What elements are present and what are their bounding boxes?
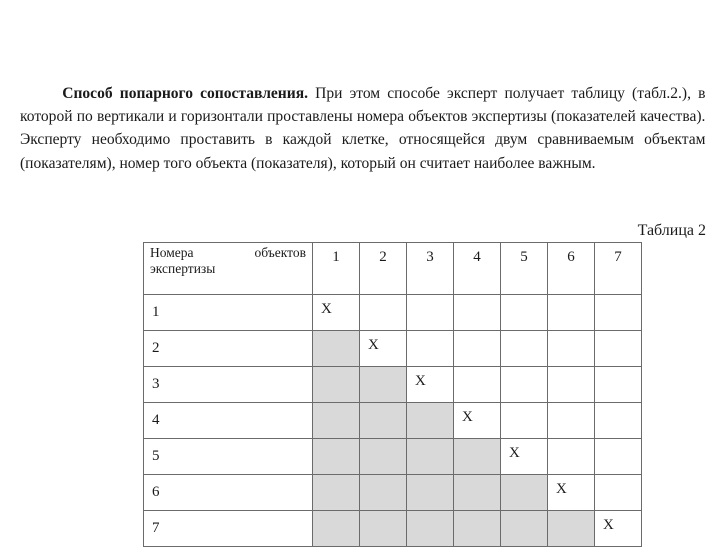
diagonal-cell: Х — [595, 511, 642, 547]
empty-cell — [548, 403, 595, 439]
shaded-cell — [313, 511, 360, 547]
shaded-cell — [313, 403, 360, 439]
shaded-cell — [548, 511, 595, 547]
empty-cell — [501, 295, 548, 331]
empty-cell — [407, 295, 454, 331]
row-header: 2 — [144, 331, 313, 367]
row-header: 3 — [144, 367, 313, 403]
row-header: 1 — [144, 295, 313, 331]
shaded-cell — [313, 439, 360, 475]
table-row — [144, 403, 642, 439]
table-caption: Таблица 2 — [637, 222, 706, 239]
table-corner-header — [144, 243, 313, 295]
empty-cell — [548, 367, 595, 403]
empty-cell — [548, 331, 595, 367]
row-header: 5 — [144, 439, 313, 475]
shaded-cell — [501, 475, 548, 511]
shaded-cell — [313, 475, 360, 511]
diagonal-cell: Х — [454, 403, 501, 439]
empty-cell — [454, 331, 501, 367]
shaded-cell — [407, 439, 454, 475]
shaded-cell — [407, 403, 454, 439]
empty-cell — [595, 403, 642, 439]
shaded-cell — [313, 331, 360, 367]
empty-cell — [501, 367, 548, 403]
shaded-cell — [360, 439, 407, 475]
shaded-cell — [407, 475, 454, 511]
shaded-cell — [501, 511, 548, 547]
row-header: 7 — [144, 511, 313, 547]
shaded-cell — [454, 511, 501, 547]
empty-cell — [407, 331, 454, 367]
empty-cell — [595, 475, 642, 511]
empty-cell — [595, 295, 642, 331]
empty-cell — [595, 439, 642, 475]
table-row — [144, 511, 642, 547]
column-header: 2 — [360, 243, 407, 295]
method-paragraph — [20, 82, 705, 175]
column-header: 7 — [595, 243, 642, 295]
empty-cell — [360, 295, 407, 331]
shaded-cell — [313, 367, 360, 403]
column-header: 6 — [548, 243, 595, 295]
diagonal-cell: Х — [501, 439, 548, 475]
shaded-cell — [360, 403, 407, 439]
diagonal-cell: Х — [548, 475, 595, 511]
diagonal-cell: Х — [360, 331, 407, 367]
corner-label-line2: экспертизы — [150, 261, 216, 276]
shaded-cell — [360, 367, 407, 403]
column-header: 4 — [454, 243, 501, 295]
row-header: 6 — [144, 475, 313, 511]
corner-label-left: Номера — [150, 245, 194, 260]
diagonal-cell: Х — [407, 367, 454, 403]
empty-cell — [501, 331, 548, 367]
corner-label-right: объектов — [254, 245, 306, 260]
table-row — [144, 295, 642, 331]
table-row — [144, 367, 642, 403]
shaded-cell — [360, 511, 407, 547]
empty-cell — [548, 439, 595, 475]
row-header: 4 — [144, 403, 313, 439]
table-row — [144, 439, 642, 475]
paragraph-text: При этом способе эксперт получает таблицу (табл.2.), в которой по вертикали и горизонтали проставлены номера объектов экспертизы (показателей качества). Эксперту необходимо проставить в каждой клетке, относящейся двум сравниваемым объектам (показателям), номер того объекта (показателя), который он считает наиболее важным. — [20, 84, 706, 172]
paragraph-bold-lead: Способ попарного сопоставления. — [62, 84, 309, 102]
empty-cell — [548, 295, 595, 331]
diagonal-cell: Х — [313, 295, 360, 331]
shaded-cell — [407, 511, 454, 547]
table-row — [144, 475, 642, 511]
table-row — [144, 331, 642, 367]
table-header-row — [144, 243, 642, 295]
empty-cell — [501, 403, 548, 439]
shaded-cell — [454, 475, 501, 511]
column-header: 1 — [313, 243, 360, 295]
comparison-table — [143, 242, 642, 547]
column-header: 3 — [407, 243, 454, 295]
column-header: 5 — [501, 243, 548, 295]
empty-cell — [454, 367, 501, 403]
empty-cell — [454, 295, 501, 331]
shaded-cell — [360, 475, 407, 511]
empty-cell — [595, 331, 642, 367]
shaded-cell — [454, 439, 501, 475]
empty-cell — [595, 367, 642, 403]
